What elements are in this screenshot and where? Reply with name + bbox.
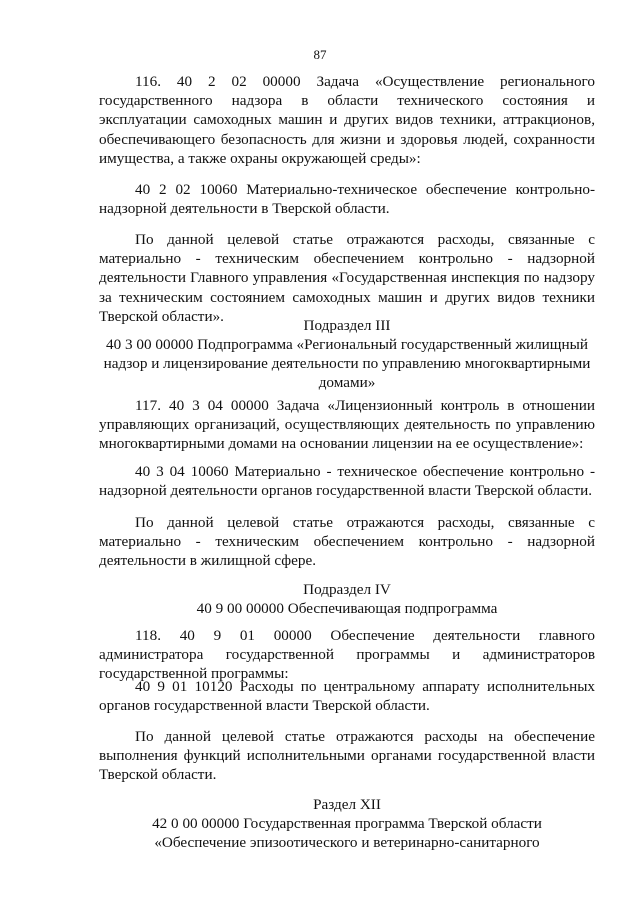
paragraph-task-118: 118. 40 9 01 00000 Обеспечение деятельности главного администратора государственной программы и администраторов государственной программы:	[99, 627, 595, 683]
paragraph-article-40-9-01-10120: 40 9 01 10120 Расходы по центральному аппарату исполнительных органов государственной власти Тверской области.	[99, 678, 595, 715]
paragraph-expenses-housing: По данной целевой статье отражаются расходы, связанные с материально - техническим обеспечением контрольно - надзорной деятельности в жилищной сфере.	[99, 514, 595, 570]
subprogram-title-40-3: 40 3 00 00000 Подпрограмма «Региональный государственный жилищный надзор и лицензирование деятельности по управлению многоквартирными домами»	[103, 336, 591, 392]
paragraph-expenses-central: По данной целевой статье отражаются расходы на обеспечение выполнения функций исполнительными органами государственной власти Тверской области.	[99, 728, 595, 784]
paragraph-task-116: 116. 40 2 02 00000 Задача «Осуществление регионального государственного надзора в области технического состояния и эксплуатации самоходных машин и других видов техники, аттракционов, обеспечивающего безопасность для жизни и здоровья людей, сохранности имущества, а также охраны окружающей среды»:	[99, 73, 595, 167]
paragraph-expenses-inspection: По данной целевой статье отражаются расходы, связанные с материально - техническим обеспечением контрольно - надзорной деятельности Главного управления «Государственная инспекция по надзору за техническим состоянием самоходных машин и других видов техники Тверской области».	[99, 231, 595, 325]
paragraph-article-40-2-02-10060: 40 2 02 10060 Материально-техническое обеспечение контрольно-надзорной деятельности в Тверской области.	[99, 181, 595, 218]
subprogram-title-40-9: 40 9 00 00000 Обеспечивающая подпрограмма	[196, 600, 498, 617]
page-number: 87	[313, 47, 327, 62]
program-title-42: 42 0 00 00000 Государственная программа Тверской области	[152, 815, 542, 832]
subsection-heading-iv: Подраздел IV	[303, 581, 391, 598]
paragraph-article-40-3-04-10060: 40 3 04 10060 Материально - техническое обеспечение контрольно - надзорной деятельности органов государственной власти Тверской области.	[99, 463, 595, 500]
section-heading-xii: Раздел XII	[313, 796, 381, 813]
subsection-heading-iii: Подраздел III	[303, 317, 391, 334]
paragraph-task-117: 117. 40 3 04 00000 Задача «Лицензионный контроль в отношении управляющих организаций, осуществляющих деятельность по управлению многоквартирными домами на основании лицензии на ее осуществление»:	[99, 397, 595, 453]
program-title-42-continued: «Обеспечение эпизоотического и ветеринарно-санитарного	[154, 834, 540, 851]
